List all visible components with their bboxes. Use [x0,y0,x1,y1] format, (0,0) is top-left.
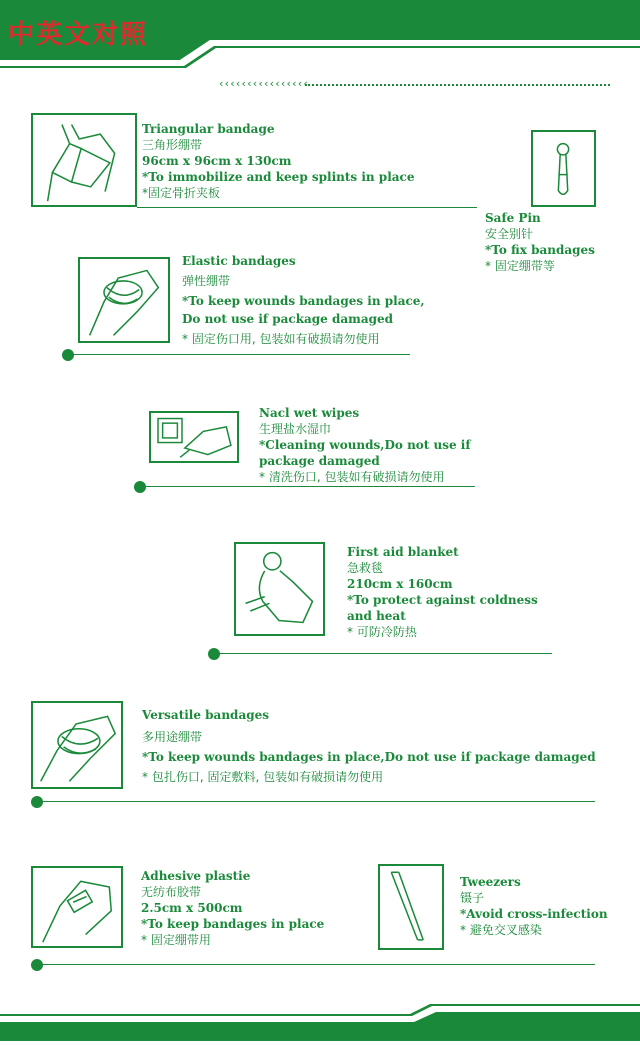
item-line: 210cm x 160cm [347,577,453,591]
bullet-dot [208,648,220,660]
divider-line [37,964,595,965]
blanket-illustration [234,542,325,636]
item-line: *To immobilize and keep splints in place [142,170,415,184]
item-line: * 清洗伤口, 包装如有破损请勿使用 [259,470,445,484]
item-name-en: Adhesive plastie [141,869,251,883]
item-name-en: Tweezers [460,875,521,889]
elastic-bandage-illustration [78,257,170,343]
item-name-zh: 弹性绷带 [182,274,231,288]
item-text-wet-wipes [259,405,471,485]
item-line: *To protect against coldness [347,593,538,607]
bullet-dot [31,959,43,971]
item-line: and heat [347,609,406,623]
bullet-dot [62,349,74,361]
item-name-en: Versatile bandages [142,708,270,722]
item-line: package damaged [259,454,380,468]
item-line: *To keep wounds bandages in place, [182,294,425,308]
item-line: * 避免交叉感染 [460,923,542,937]
triangular-bandage-illustration [31,113,137,207]
item-line: *Avoid cross-infection [460,907,608,921]
item-line: * 固定绷带用 [141,933,211,947]
item-line: 96cm x 96cm x 130cm [142,154,292,168]
item-name-en: Safe Pin [485,211,541,225]
item-text-triangular-bandage [142,121,414,201]
item-name-en: Triangular bandage [142,122,275,136]
bullet-dot [134,481,146,493]
item-name-zh: 急救毯 [347,561,384,575]
item-name-zh: 三角形绷带 [142,138,203,152]
item-text-blanket [347,544,538,640]
item-line: * 固定绷带等 [485,259,555,273]
tweezers-illustration [378,864,444,950]
divider-line [137,207,477,208]
item-name-en: Elastic bandages [182,254,296,268]
divider-line [140,486,475,487]
item-name-zh: 安全别针 [485,227,534,241]
item-line: 2.5cm x 500cm [141,901,243,915]
item-name-zh: 镊子 [460,891,485,905]
item-name-zh: 生理盐水湿巾 [259,422,332,436]
item-line: * 可防冷防热 [347,625,417,639]
safety-pin-illustration [531,130,596,207]
item-name-en: First aid blanket [347,545,459,559]
item-line: * 固定伤口用, 包装如有破损请勿使用 [182,332,380,346]
divider-line [214,653,552,654]
chevron-divider: ‹‹‹‹‹‹‹‹‹‹‹‹‹‹‹‹ [218,77,308,90]
item-name-zh: 多用途绷带 [142,730,203,744]
item-line: *To fix bandages [485,243,595,257]
adhesive-plaster-illustration [31,866,123,948]
item-name-zh: 无纺布胶带 [141,885,202,899]
page-title: 中英文对照 [8,20,149,50]
bullet-dot [31,796,43,808]
divider-line [37,801,595,802]
dotted-divider [305,84,610,86]
item-line: Do not use if package damaged [182,312,394,326]
wet-wipe-illustration [149,411,239,463]
item-line: * 包扎伤口, 固定敷料, 包装如有破损请勿使用 [142,770,384,784]
divider-line [68,354,410,355]
item-text-versatile-bandages [142,707,596,785]
footer-banner [0,1000,640,1041]
versatile-bandage-illustration [31,701,123,789]
footer-decoration [0,1000,640,1041]
item-text-safe-pin [485,210,595,274]
item-text-adhesive [141,868,324,948]
item-line: *Cleaning wounds,Do not use if [259,438,471,452]
item-line: *固定骨折夹板 [142,186,221,200]
item-line: *To keep bandages in place [141,917,325,931]
item-text-elastic-bandages [182,253,425,347]
item-line: *To keep wounds bandages in place,Do not use if package damaged [142,750,596,764]
item-text-tweezers [460,874,608,938]
item-name-en: Nacl wet wipes [259,406,360,420]
